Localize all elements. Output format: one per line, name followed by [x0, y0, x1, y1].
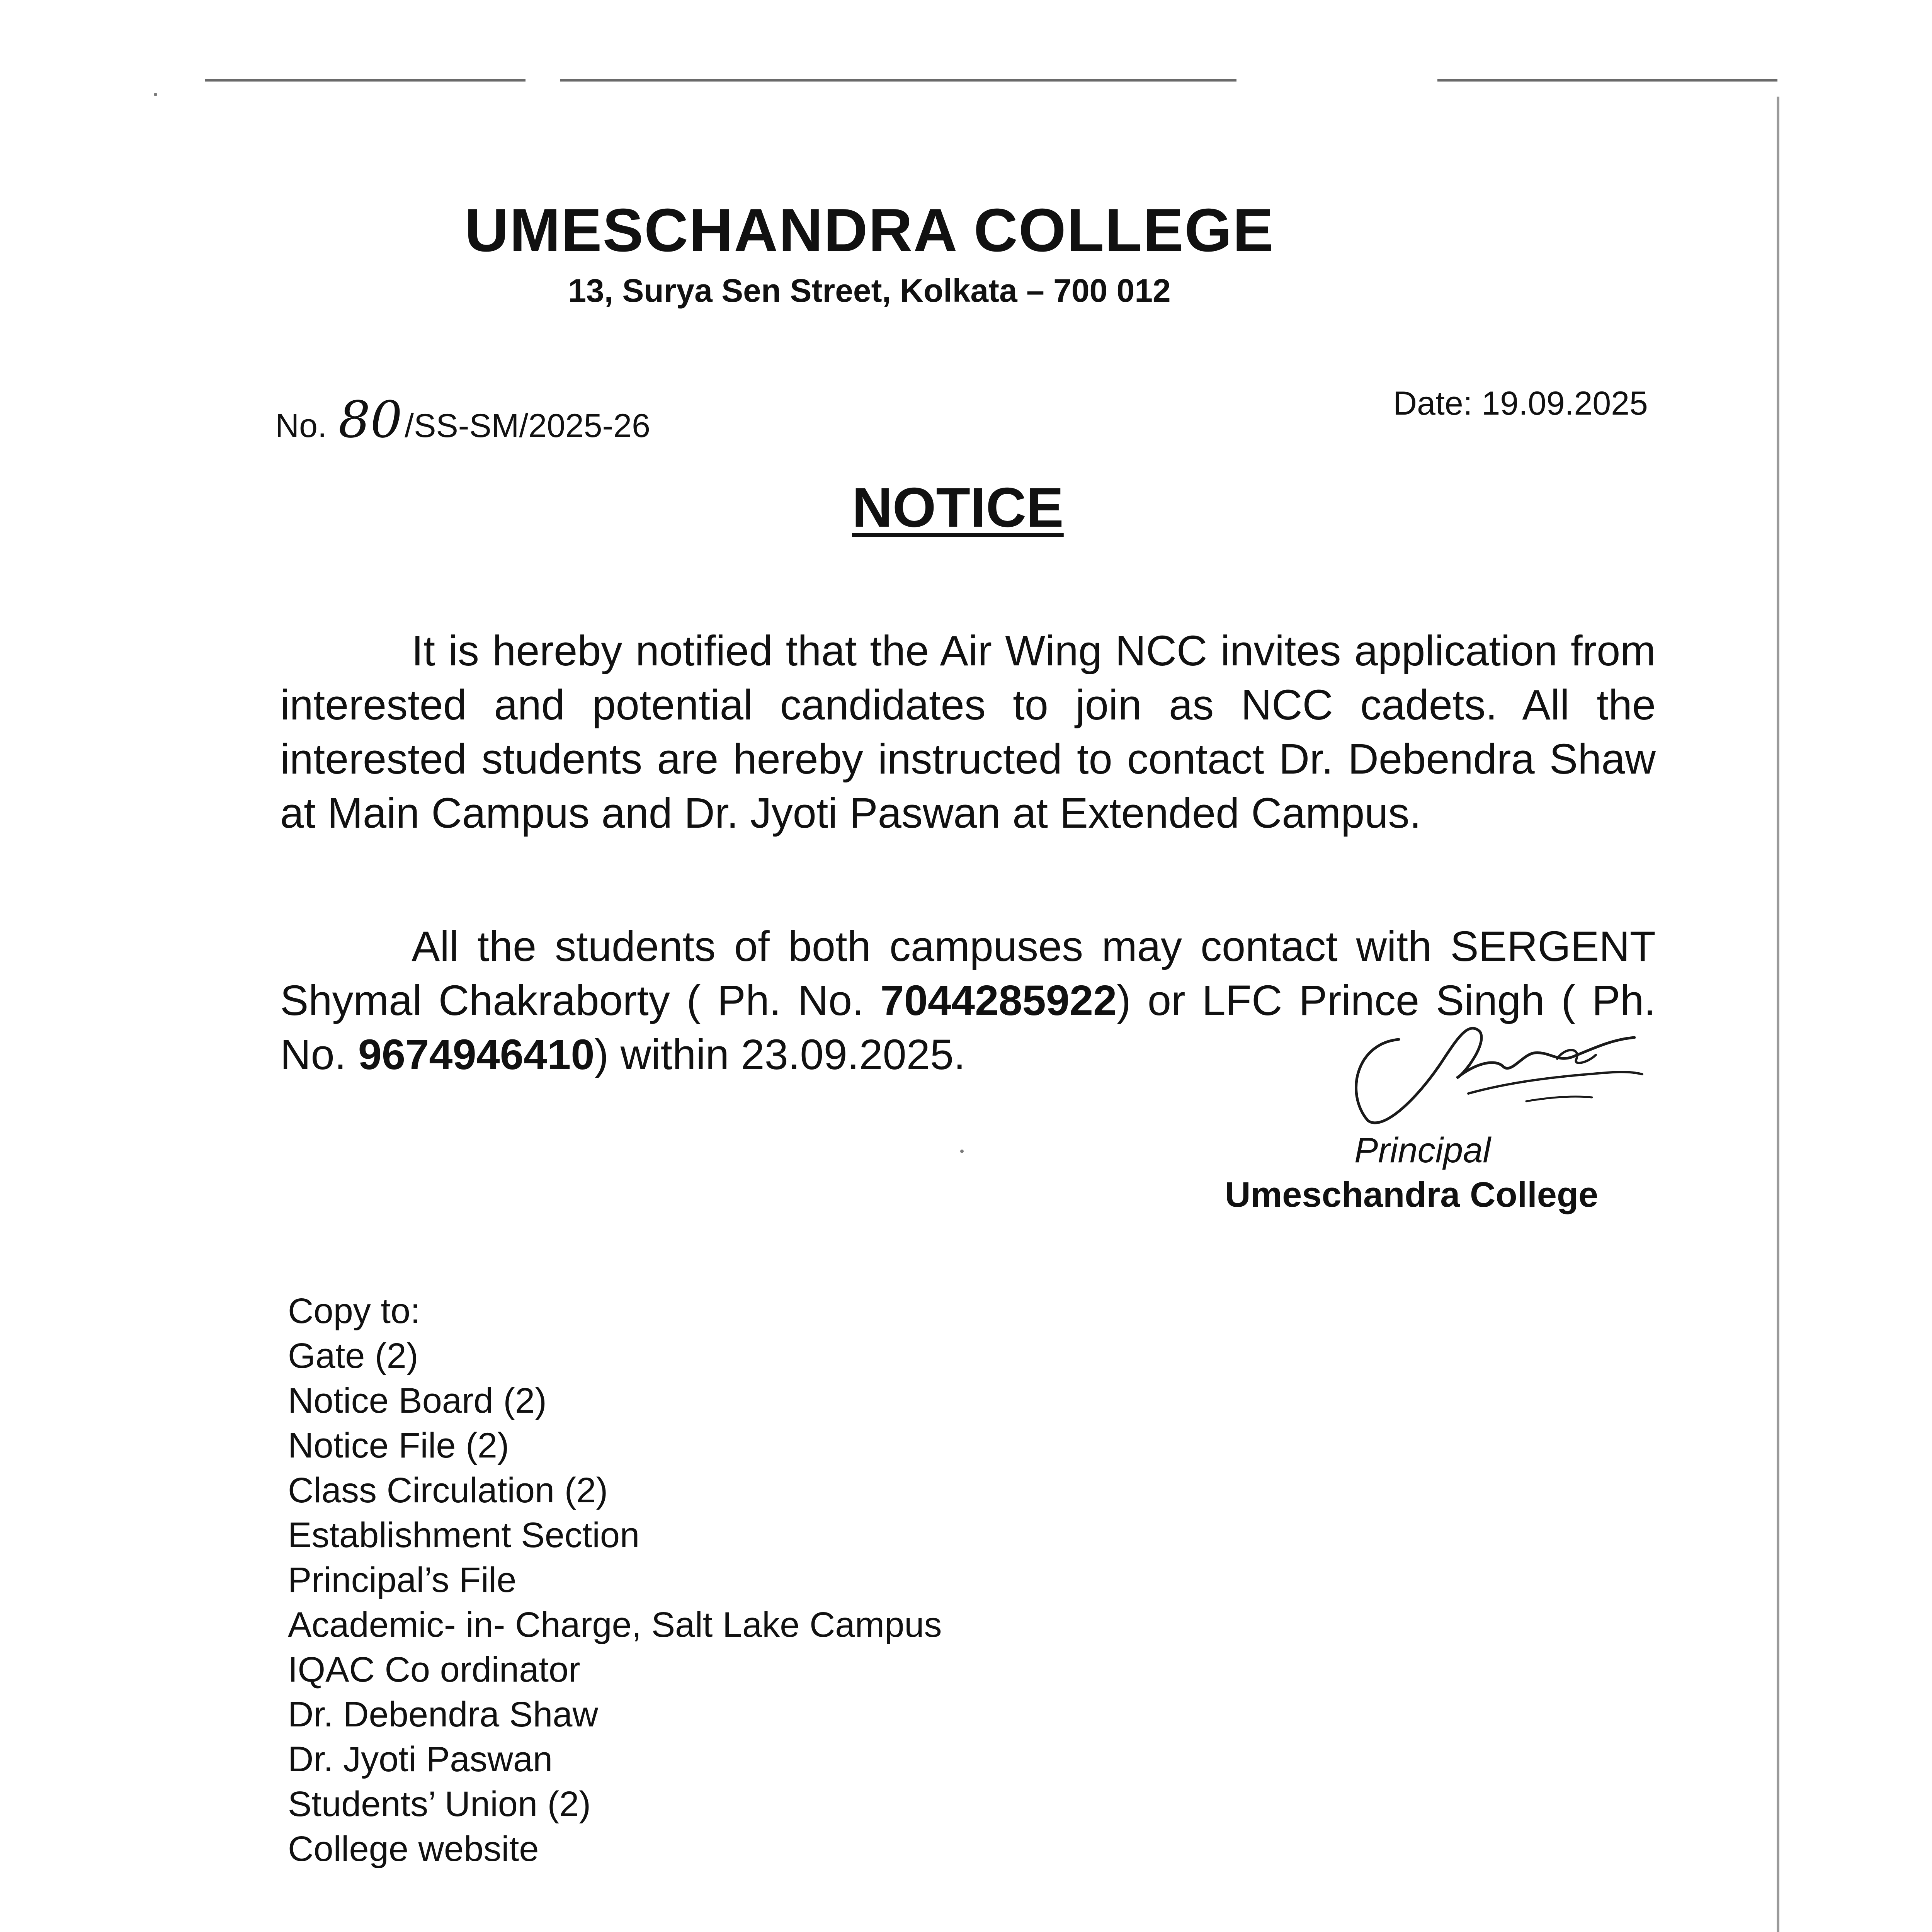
- reference-number: [275, 390, 650, 449]
- list-item: Academic- in- Charge, Salt Lake Campus: [288, 1605, 942, 1645]
- notice-date: Date: 19.09.2025: [1393, 385, 1648, 422]
- reference-prefix: No.: [275, 407, 327, 444]
- list-item: Dr. Debendra Shaw: [288, 1695, 598, 1734]
- list-item: Students’ Union (2): [288, 1784, 591, 1824]
- reference-suffix: /SS-SM/2025-26: [405, 407, 650, 444]
- signatory-title: Principal: [1354, 1131, 1491, 1170]
- scan-speck: [154, 93, 157, 96]
- paragraph-2-text-1: All the students of both campuses may contact with SERGENT Shymal Chakraborty ( Ph. No.: [280, 923, 1656, 1024]
- paragraph-2-text-2: ) or LFC Prince Singh ( Ph. No.: [280, 977, 1656, 1078]
- notice-title: NOTICE: [852, 476, 1064, 539]
- list-item: Class Circulation (2): [288, 1471, 608, 1510]
- list-item: Gate (2): [288, 1336, 418, 1376]
- college-name: UMESCHANDRA COLLEGE: [464, 196, 1274, 264]
- list-item: Dr. Jyoti Paswan: [288, 1740, 553, 1779]
- list-item: Establishment Section: [288, 1515, 640, 1555]
- copy-to-section: [288, 1289, 942, 1871]
- phone-number-2: 9674946410: [358, 1031, 595, 1078]
- signatory-organization: Umeschandra College: [1225, 1175, 1599, 1214]
- letterhead: [386, 197, 1352, 310]
- scan-border-line: [560, 79, 1236, 82]
- copy-to-heading: Copy to:: [288, 1291, 420, 1331]
- principal-signature: [1341, 1016, 1650, 1132]
- copy-to-list: [288, 1333, 942, 1871]
- phone-number-1: 7044285922: [880, 977, 1117, 1024]
- paragraph-2-text-3: ) within 23.09.2025.: [594, 1031, 966, 1078]
- scan-border-line: [1437, 79, 1777, 82]
- list-item: Notice File (2): [288, 1426, 509, 1465]
- list-item: IQAC Co ordinator: [288, 1650, 580, 1689]
- scan-speck: [960, 1150, 964, 1153]
- list-item: College website: [288, 1829, 539, 1869]
- scan-edge-line: [1777, 97, 1779, 1932]
- college-address: 13, Surya Sen Street, Kolkata – 700 012: [568, 272, 1171, 309]
- reference-handwritten-number: 80: [338, 390, 403, 449]
- scan-border-line: [205, 79, 526, 82]
- list-item: Principal’s File: [288, 1560, 517, 1600]
- list-item: Notice Board (2): [288, 1381, 547, 1420]
- notice-paragraph-1: It is hereby notified that the Air Wing NCC invites application from interested and potential candidates to join as NCC cadets. All the interested students are hereby instructed to contact Dr. Debendra Shaw at Main Campus and Dr. Jyoti Paswan at Extended Campus.: [280, 627, 1656, 837]
